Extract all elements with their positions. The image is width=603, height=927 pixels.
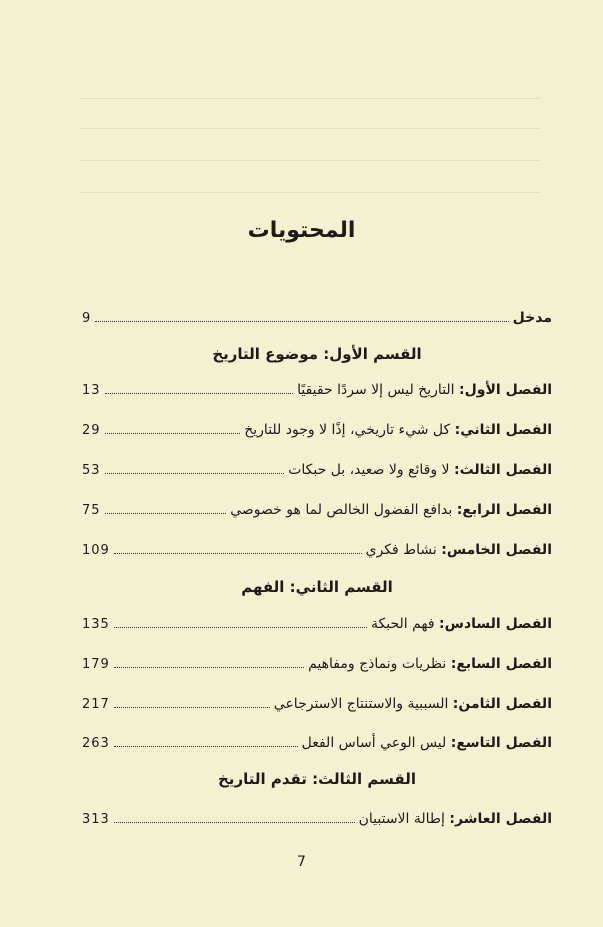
toc-page-number: 13 xyxy=(82,383,101,398)
toc-chapter[interactable] xyxy=(82,692,552,716)
toc-chapter[interactable] xyxy=(82,458,552,482)
dot-leader xyxy=(95,306,508,322)
toc-entry-title: مدخل xyxy=(512,310,552,326)
part-heading: القسم الثاني: الفهم xyxy=(241,578,393,596)
toc-chapter[interactable] xyxy=(82,498,552,522)
toc-page-number: 53 xyxy=(82,463,101,478)
toc-entry-title: الفصل العاشر: إطالة الاستبيان xyxy=(358,811,552,827)
toc-page-number: 135 xyxy=(82,617,110,632)
dot-leader xyxy=(105,418,241,434)
toc-intro[interactable] xyxy=(82,306,552,330)
toc-entry-title: الفصل الخامس: نشاط فكري xyxy=(365,542,552,558)
dot-leader xyxy=(114,731,298,747)
toc-page-number: 109 xyxy=(82,543,110,558)
toc-chapter[interactable] xyxy=(82,538,552,562)
toc-chapter[interactable] xyxy=(82,612,552,636)
toc-entry-title: الفصل الثالث: لا وقائع ولا صعيد، بل حبكات xyxy=(288,462,552,478)
dot-leader xyxy=(114,612,367,628)
toc-entry-title: الفصل السادس: فهم الحبكة xyxy=(371,616,552,632)
toc-entry-title: الفصل الأول: التاريخ ليس إلا سردًا حقيقيًا xyxy=(297,382,552,398)
dot-leader xyxy=(114,692,270,708)
part-heading: القسم الثالث: تقدم التاريخ xyxy=(218,770,416,788)
toc-chapter[interactable] xyxy=(82,731,552,755)
dot-leader xyxy=(114,807,355,823)
toc-page-number: 75 xyxy=(82,503,101,518)
page-number: 7 xyxy=(297,854,306,870)
toc-page-number: 263 xyxy=(82,736,110,751)
part-heading: القسم الأول: موضوع التاريخ xyxy=(212,345,422,363)
dot-leader xyxy=(105,498,227,514)
toc-entry-title: الفصل الثاني: كل شيء تاريخي، إذًا لا وجود للتاريخ xyxy=(244,422,552,438)
toc-page-number: 179 xyxy=(82,657,110,672)
toc-page-number: 29 xyxy=(82,423,101,438)
toc-entry-title: الفصل السابع: نظريات ونماذج ومفاهيم xyxy=(308,656,552,672)
toc-chapter[interactable] xyxy=(82,378,552,402)
toc-page-number: 9 xyxy=(82,311,92,326)
toc-entry-title: الفصل التاسع: ليس الوعي أساس الفعل xyxy=(301,735,552,751)
toc-entry-title: الفصل الرابع: بدافع الفضول الخالص لما هو خصوصي xyxy=(230,502,552,518)
dot-leader xyxy=(114,538,362,554)
dot-leader xyxy=(105,458,285,474)
toc-chapter[interactable] xyxy=(82,418,552,442)
toc-entry-title: الفصل الثامن: السببية والاستنتاج الاسترجاعي xyxy=(273,696,552,712)
toc-page-number: 217 xyxy=(82,697,110,712)
toc-page-number: 313 xyxy=(82,812,110,827)
dot-leader xyxy=(114,652,304,668)
dot-leader xyxy=(105,378,294,394)
page-title: المحتويات xyxy=(247,217,356,243)
toc-chapter[interactable] xyxy=(82,652,552,676)
toc-chapter[interactable] xyxy=(82,807,552,831)
